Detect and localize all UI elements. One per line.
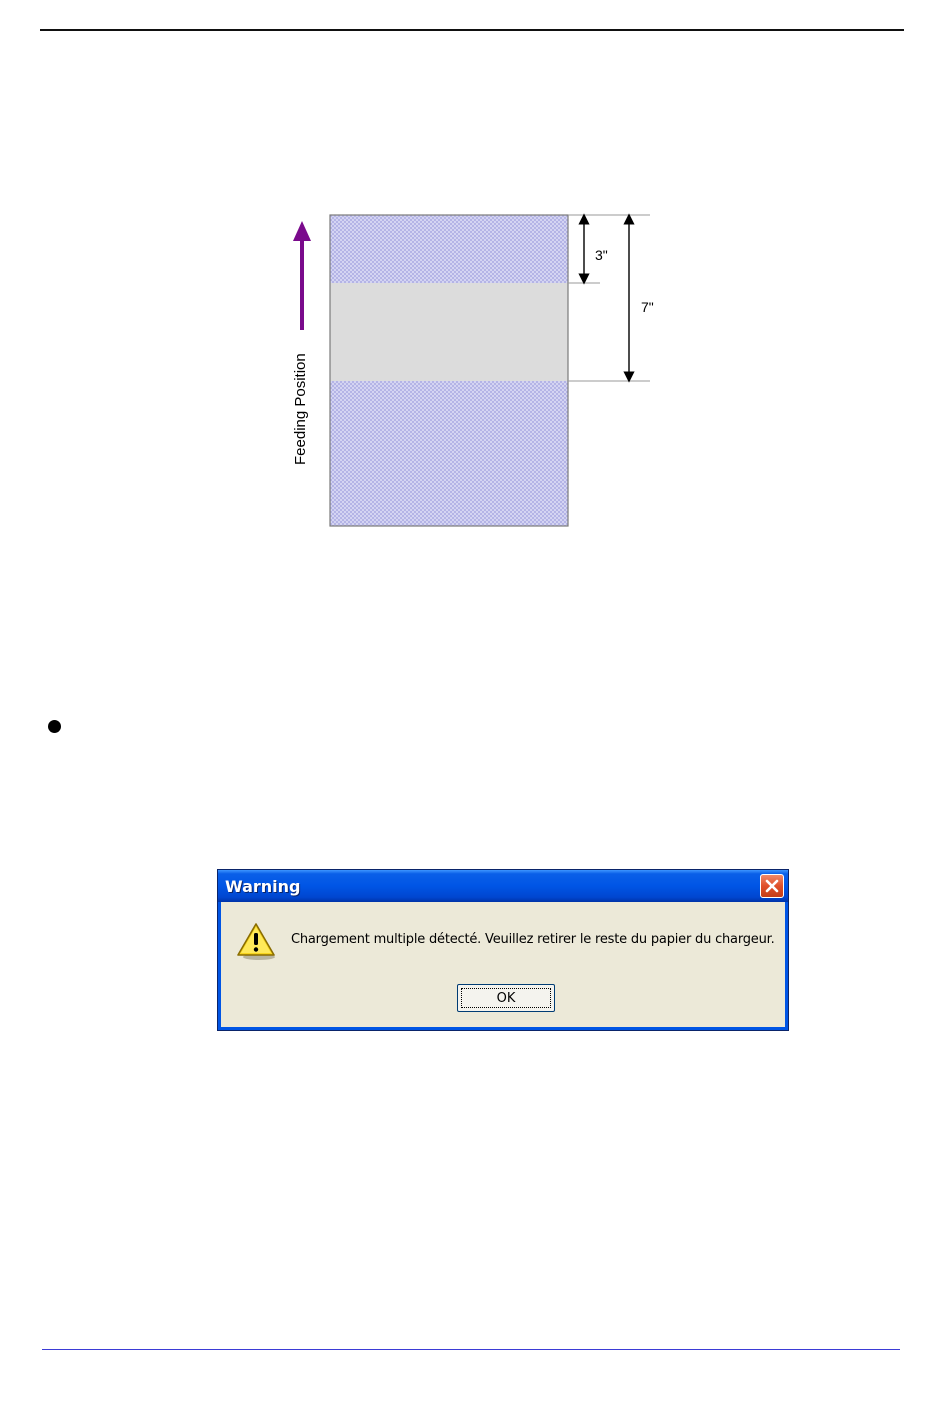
bullet-point bbox=[48, 720, 61, 733]
ok-button-label: OK bbox=[461, 988, 551, 1008]
dialog-titlebar[interactable] bbox=[218, 870, 788, 902]
warning-dialog bbox=[217, 869, 789, 1031]
close-icon bbox=[765, 879, 779, 893]
feeding-position-label: Feeding Position bbox=[292, 353, 309, 465]
feed-arrow-head-icon bbox=[293, 221, 311, 241]
warning-icon bbox=[235, 921, 277, 961]
dialog-message: Chargement multiple détecté. Veuillez retirer le reste du papier du chargeur. bbox=[291, 932, 775, 947]
footer-rule bbox=[42, 1349, 900, 1350]
dim-7in-label: 7" bbox=[641, 299, 654, 315]
feeding-position-figure bbox=[280, 205, 680, 535]
upper-hatched-zone bbox=[330, 215, 568, 283]
detection-zone bbox=[330, 283, 568, 381]
dialog-body bbox=[221, 902, 785, 1027]
dialog-title: Warning bbox=[225, 877, 301, 896]
lower-hatched-zone bbox=[330, 381, 568, 526]
dim-3in-label: 3" bbox=[595, 247, 608, 263]
dialog-close-button[interactable] bbox=[760, 874, 784, 898]
ok-button[interactable] bbox=[457, 984, 555, 1012]
header-rule bbox=[40, 29, 904, 31]
